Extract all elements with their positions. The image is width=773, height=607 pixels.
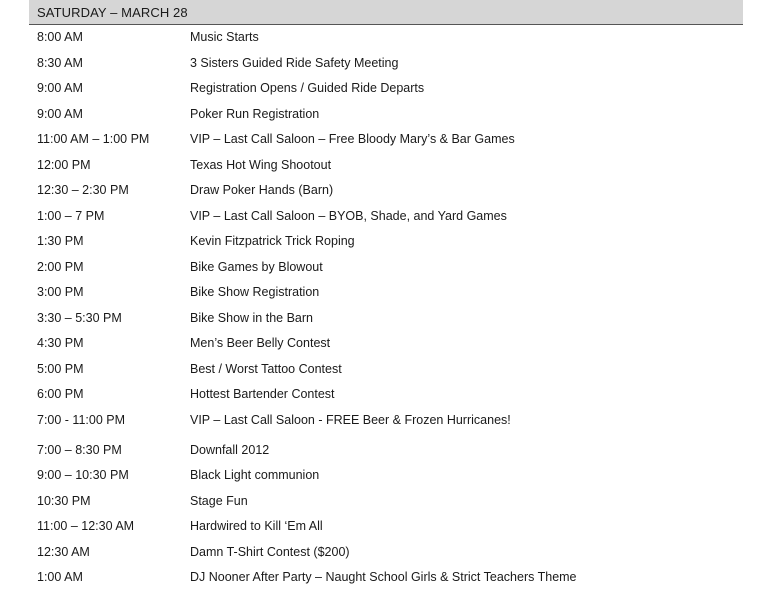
row-time: 5:00 PM xyxy=(37,361,84,376)
row-event: Bike Games by Blowout xyxy=(190,259,323,274)
row-event: Hardwired to Kill ‘Em All xyxy=(190,519,323,533)
row-time: 1:30 PM xyxy=(37,234,84,248)
row-time: 1:00 – 7 PM xyxy=(37,208,105,223)
row-time: 9:00 – 10:30 PM xyxy=(37,468,129,482)
row-time: 12:30 – 2:30 PM xyxy=(37,183,129,197)
schedule-row xyxy=(37,232,737,258)
row-event: Draw Poker Hands (Barn) xyxy=(190,183,334,197)
schedule-row xyxy=(37,466,737,492)
row-event: Registration Opens / Guided Ride Departs xyxy=(190,81,425,95)
schedule-row xyxy=(37,28,737,54)
row-time: 11:00 AM – 1:00 PM xyxy=(37,132,150,146)
schedule-row xyxy=(37,207,737,233)
row-event: 3 Sisters Guided Ride Safety Meeting xyxy=(190,55,399,70)
schedule-list xyxy=(37,28,737,594)
schedule-row xyxy=(37,156,737,182)
row-time: 3:30 – 5:30 PM xyxy=(37,310,122,325)
schedule-row xyxy=(37,517,737,543)
schedule-row xyxy=(37,54,737,80)
row-event: Black Light communion xyxy=(190,468,320,482)
row-time: 9:00 AM xyxy=(37,106,83,121)
schedule-row xyxy=(37,105,737,131)
row-time: 11:00 – 12:30 AM xyxy=(37,519,135,533)
schedule-row xyxy=(37,309,737,335)
schedule-row xyxy=(37,492,737,518)
row-event: VIP – Last Call Saloon – Free Bloody Mary’s & Bar Games xyxy=(190,132,515,146)
row-event: Texas Hot Wing Shootout xyxy=(190,157,332,172)
row-event: Downfall 2012 xyxy=(190,442,270,457)
schedule-row xyxy=(37,385,737,411)
row-event: Bike Show Registration xyxy=(190,285,320,299)
row-event: Kevin Fitzpatrick Trick Roping xyxy=(190,234,355,248)
row-time: 2:00 PM xyxy=(37,259,84,274)
row-time: 8:30 AM xyxy=(37,55,83,70)
row-event: Damn T-Shirt Contest ($200) xyxy=(190,544,350,559)
row-time: 3:00 PM xyxy=(37,285,84,299)
row-event: Men’s Beer Belly Contest xyxy=(190,336,331,350)
row-event: VIP – Last Call Saloon – BYOB, Shade, and Yard Games xyxy=(190,208,507,223)
schedule-row xyxy=(37,283,737,309)
schedule-row xyxy=(37,411,737,441)
schedule-row xyxy=(37,334,737,360)
row-event: DJ Nooner After Party – Naught School Girls & Strict Teachers Theme xyxy=(190,570,577,584)
row-time: 7:00 - 11:00 PM xyxy=(37,412,126,427)
row-time: 7:00 – 8:30 PM xyxy=(37,442,122,457)
schedule-row xyxy=(37,79,737,105)
row-event: Bike Show in the Barn xyxy=(190,310,313,325)
schedule-row xyxy=(37,568,737,594)
row-time: 1:00 AM xyxy=(37,570,83,584)
row-event: Best / Worst Tattoo Contest xyxy=(190,361,342,376)
row-event: Poker Run Registration xyxy=(190,106,320,121)
row-time: 8:00 AM xyxy=(37,30,83,44)
schedule-row xyxy=(37,360,737,386)
schedule-row xyxy=(37,441,737,467)
row-event: Hottest Bartender Contest xyxy=(190,387,335,401)
row-time: 6:00 PM xyxy=(37,387,84,401)
row-time: 12:00 PM xyxy=(37,157,91,172)
day-header xyxy=(29,0,743,25)
row-time: 12:30 AM xyxy=(37,544,90,559)
row-time: 10:30 PM xyxy=(37,493,91,508)
row-time: 9:00 AM xyxy=(37,81,83,95)
schedule-row xyxy=(37,543,737,569)
row-event: VIP – Last Call Saloon - FREE Beer & Frozen Hurricanes! xyxy=(190,412,511,427)
schedule-row xyxy=(37,181,737,207)
row-time: 4:30 PM xyxy=(37,336,84,350)
day-header-title: SATURDAY – MARCH 28 xyxy=(37,5,188,20)
row-event: Music Starts xyxy=(190,30,259,44)
schedule-row xyxy=(37,258,737,284)
schedule-row xyxy=(37,130,737,156)
row-event: Stage Fun xyxy=(190,493,248,508)
